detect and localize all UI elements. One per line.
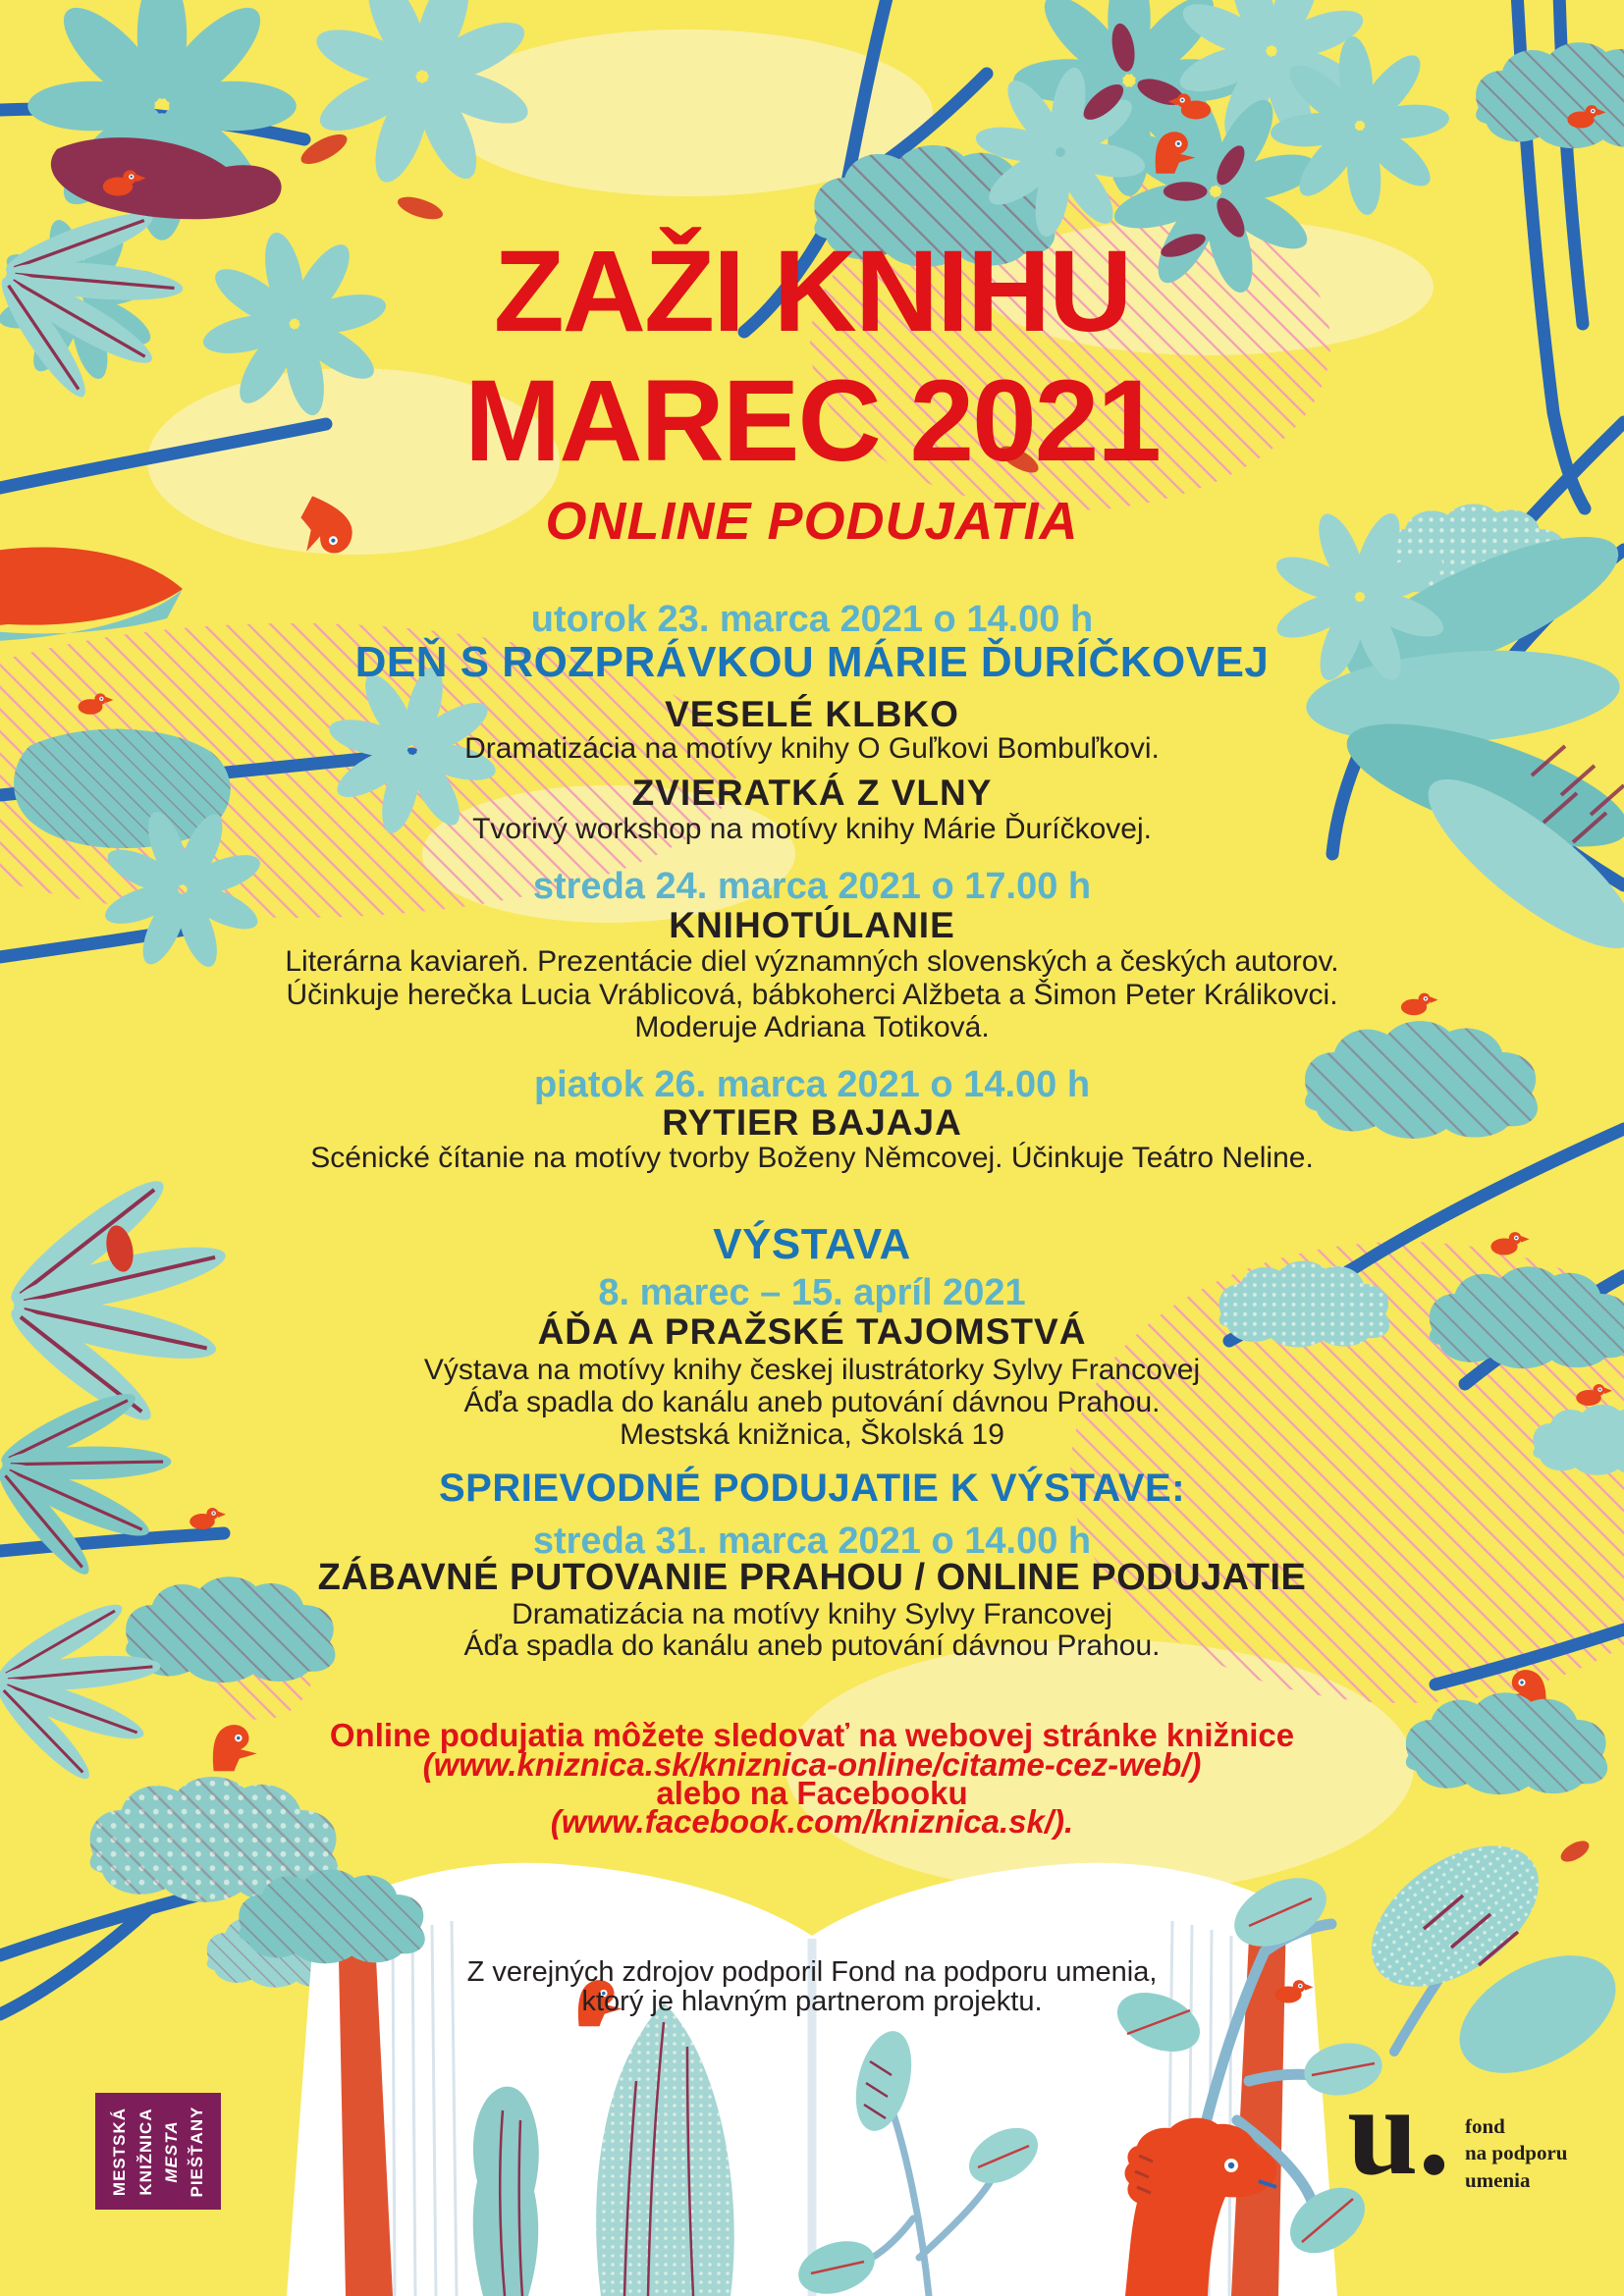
- event2-desc-line1: Literárna kaviareň. Prezentácie diel významných slovenských a českých autorov.: [285, 945, 1339, 978]
- event1-item1-desc: Dramatizácia na motívy knihy O Guľkovi Bombuľkovi.: [464, 732, 1160, 765]
- exhibition-date-range: 8. marec – 15. apríl 2021: [598, 1272, 1026, 1313]
- side-event-desc-line1: Dramatizácia na motívy knihy Sylvy Francovej: [512, 1598, 1112, 1630]
- library-logo-line1: MESTSKÁ: [110, 2107, 129, 2196]
- event1-date: utorok 23. marca 2021 o 14.00 h: [530, 599, 1094, 640]
- poster-title-line2: MAREC 2021: [464, 356, 1160, 486]
- arts-fund-logo-mark: u.: [1347, 2060, 1450, 2202]
- arts-fund-logo-line3: umenia: [1465, 2167, 1531, 2192]
- arts-fund-logo-line1: fond: [1465, 2114, 1505, 2138]
- event1-item2-title: ZVIERATKÁ Z VLNY: [631, 773, 993, 813]
- contact-line3: alebo na Facebooku: [656, 1775, 968, 1811]
- library-logo-line3: MESTA: [162, 2119, 181, 2183]
- event1-item1-title: VESELÉ KLBKO: [665, 694, 959, 734]
- event2-date: streda 24. marca 2021 o 17.00 h: [532, 866, 1092, 907]
- event3-date: piatok 26. marca 2021 o 14.00 h: [533, 1064, 1091, 1105]
- exhibition-desc-line2: Áďa spadla do kanálu aneb putování dávnou Prahou.: [463, 1386, 1161, 1418]
- arts-fund-logo-line2: na podporu: [1465, 2141, 1568, 2165]
- event3-desc: Scénické čítanie na motívy tvorby Boženy Němcovej. Účinkuje Teátro Neline.: [310, 1142, 1314, 1174]
- event2-desc-line2: Účinkuje herečka Lucia Vráblicová, bábkoherci Alžbeta a Šimon Peter Králikovci.: [286, 979, 1338, 1011]
- contact-facebook-link[interactable]: (www.facebook.com/kniznica.sk/).: [550, 1803, 1074, 1840]
- contact-line1: Online podujatia môžete sledovať na webovej stránke knižnice: [329, 1717, 1295, 1753]
- poster-title-line1: ZAŽI KNIHU: [493, 227, 1131, 356]
- exhibition-label: VÝSTAVA: [713, 1220, 911, 1268]
- event2-desc-line3: Moderuje Adriana Totiková.: [634, 1011, 990, 1043]
- event3-title: RYTIER BAJAJA: [662, 1102, 962, 1143]
- side-event-label: SPRIEVODNÉ PODUJATIE K VÝSTAVE:: [438, 1467, 1186, 1510]
- arts-fund-logo-text: [1465, 2113, 1567, 2194]
- library-logo-line2: KNIŽNICA: [136, 2107, 155, 2196]
- exhibition-desc-line1: Výstava na motívy knihy českej ilustrátorky Sylvy Francovej: [423, 1354, 1201, 1386]
- exhibition-venue: Mestská knižnica, Školská 19: [620, 1418, 1004, 1451]
- side-event-date: streda 31. marca 2021 o 14.00 h: [532, 1521, 1092, 1562]
- exhibition-title: ÁĎA A PRAŽSKÉ TAJOMSTVÁ: [537, 1311, 1087, 1352]
- event2-title: KNIHOTÚLANIE: [669, 905, 955, 945]
- side-event-title: ZÁBAVNÉ PUTOVANIE PRAHOU / ONLINE PODUJATIE: [317, 1557, 1307, 1598]
- library-logo-line4: PIEŠŤANY: [188, 2105, 206, 2198]
- poster-subtitle: ONLINE PODUJATIA: [545, 492, 1079, 551]
- event1-heading: DEŇ S ROZPRÁVKOU MÁRIE ĎURÍČKOVEJ: [354, 638, 1270, 686]
- library-logo: [95, 2093, 221, 2210]
- open-book-illustration: [239, 1863, 1386, 2296]
- contact-website-link[interactable]: (www.kniznica.sk/kniznica-online/citame-cez-web/): [422, 1746, 1202, 1783]
- event1-item2-desc: Tvorivý workshop na motívy knihy Márie Ďuríčkovej.: [472, 813, 1152, 845]
- side-event-desc-line2: Áďa spadla do kanálu aneb putování dávnou Prahou.: [463, 1629, 1161, 1662]
- funding-note-line1: Z verejných zdrojov podporil Fond na podporu umenia,: [466, 1956, 1158, 1988]
- funding-note-line2: ktorý je hlavným partnerom projektu.: [581, 1986, 1043, 2017]
